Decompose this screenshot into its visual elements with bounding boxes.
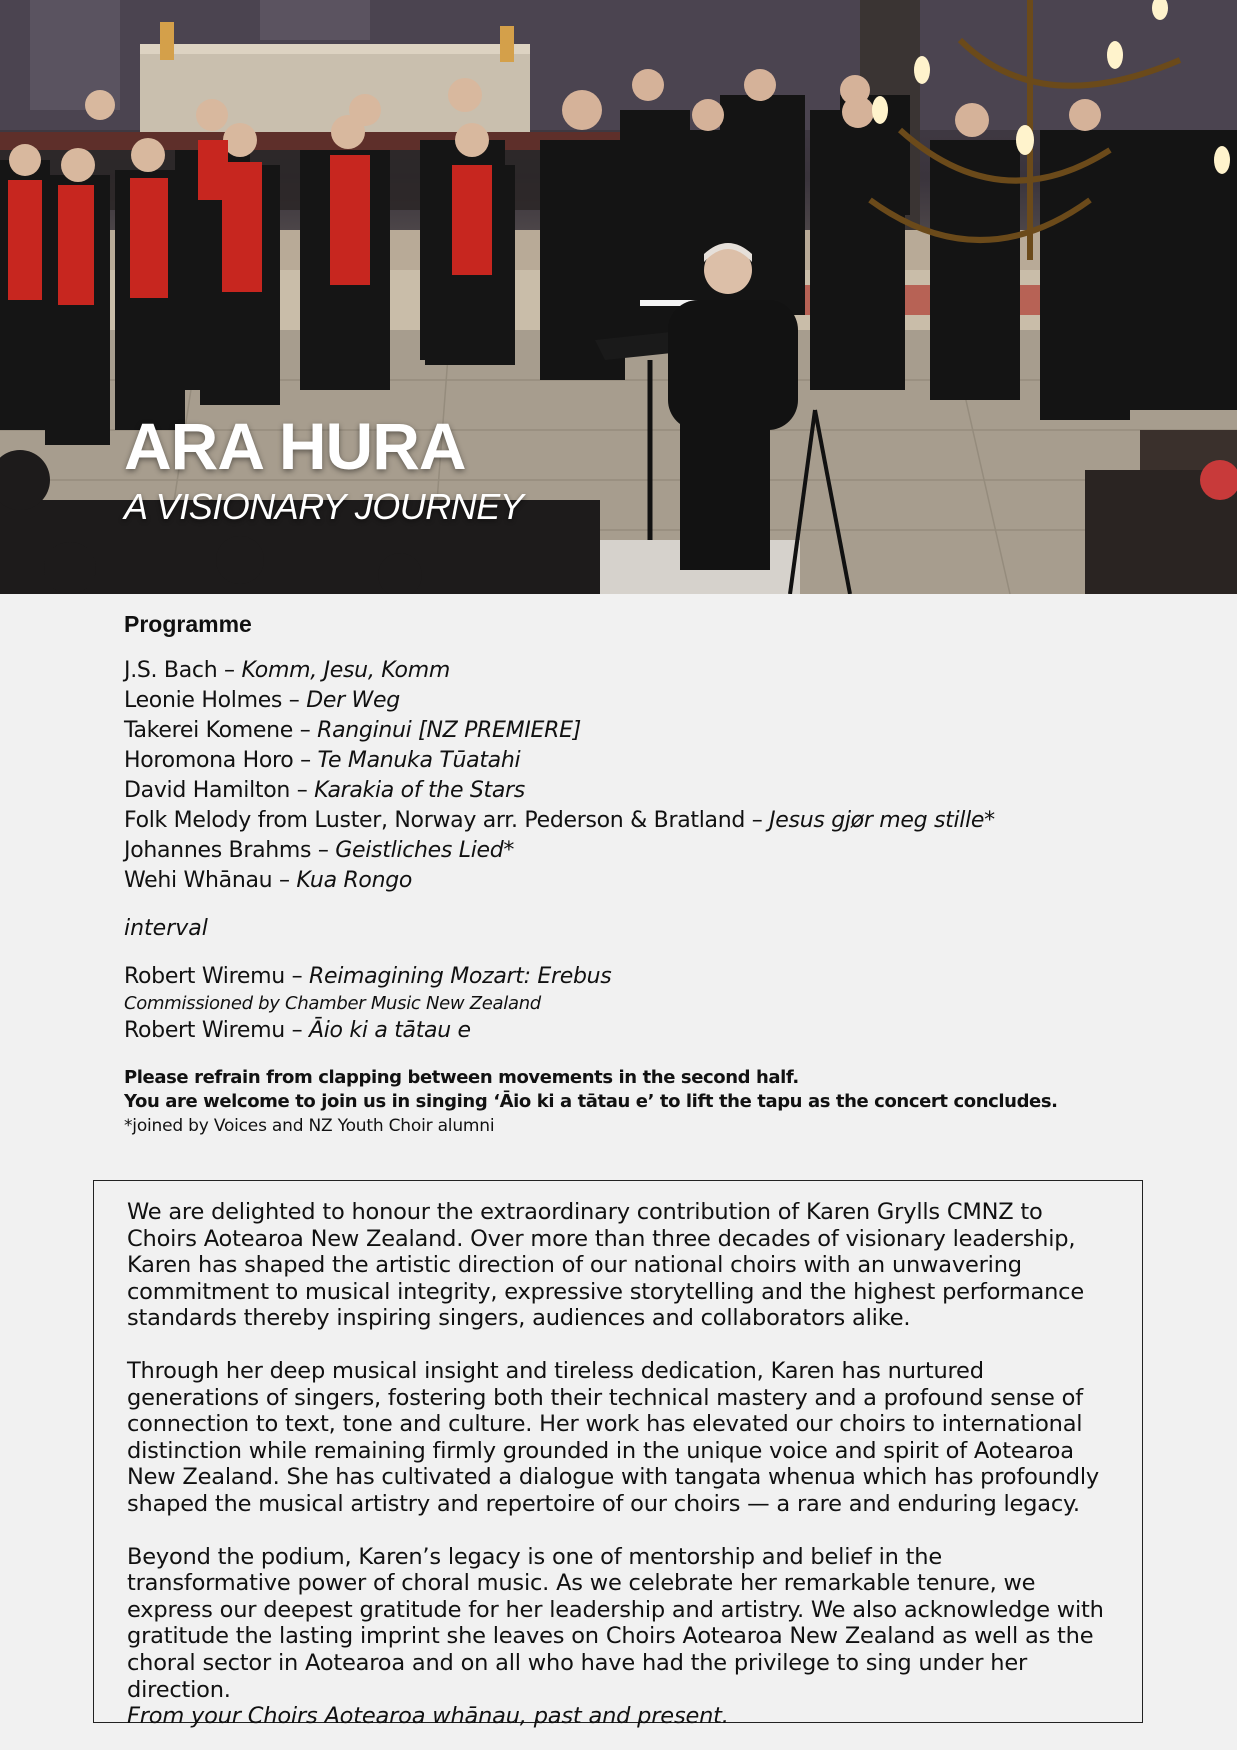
programme-section: [124, 610, 1124, 1138]
work-title: Geistliches Lied*: [335, 838, 515, 863]
programme-item: [124, 776, 1124, 806]
work-title: Komm, Jesu, Komm: [241, 658, 450, 683]
programme-heading: Programme: [124, 611, 252, 637]
commission-note: Commissioned by Chamber Music New Zealand: [124, 993, 541, 1014]
work-title: Reimagining Mozart: Erebus: [308, 964, 612, 989]
tribute-paragraph: We are delighted to honour the extraordinary contribution of Karen Grylls CMNZ to Choirs Aotearoa New Zealand. Over more than three decades of visionary leadership, Karen has shaped the artistic direction of our national choirs with an unwavering commitment to musical integrity, expressive storytelling and the highest performance standards thereby inspiring singers, audiences and collaborators alike.: [127, 1199, 1084, 1332]
concert-title: ARA HURA: [124, 409, 466, 483]
programme-item: [124, 1016, 1124, 1046]
programme-item: [124, 836, 1124, 866]
tribute-box: [93, 1180, 1143, 1730]
clapping-note: Please refrain from clapping between movements in the second half.: [124, 1067, 799, 1088]
programme-item: [124, 746, 1124, 776]
tribute-paragraph: Beyond the podium, Karen’s legacy is one of mentorship and belief in the transformative power of choral music. As we celebrate her remarkable tenure, we express our deepest gratitude for her leadership and artistry. We also acknowledge with gratitude the lasting imprint she leaves on Choirs Aotearoa New Zealand as well as the choral sector in Aotearoa and on all who have had the privilege to sing under her direction.: [127, 1543, 1104, 1703]
composer: Johannes Brahms –: [124, 838, 336, 863]
work-title: Te Manuka Tūatahi: [317, 748, 521, 773]
singing-note: You are welcome to join us in singing ‘Āio ki a tātau e’ to lift the tapu as the concert concludes.: [124, 1091, 1058, 1112]
concert-subtitle: A VISIONARY JOURNEY: [124, 486, 524, 527]
programme-item: [124, 656, 1124, 686]
programme-item: [124, 806, 1124, 836]
programme-item: [124, 716, 1124, 746]
composer: Leonie Holmes –: [124, 688, 307, 713]
programme-item: [124, 686, 1124, 716]
composer: Robert Wiremu –: [124, 1018, 309, 1043]
composer: Wehi Whānau –: [124, 868, 297, 893]
composer: Robert Wiremu –: [124, 964, 309, 989]
composer: Folk Melody from Luster, Norway arr. Pederson & Bratland –: [124, 808, 770, 833]
work-title: Jesus gjør meg stille*: [769, 808, 995, 833]
composer: J.S. Bach –: [124, 658, 242, 683]
programme-second-half: [124, 962, 1124, 1046]
tribute-signoff: From your Choirs Aotearoa whānau, past and present.: [127, 1703, 729, 1730]
composer: Horomona Horo –: [124, 748, 318, 773]
programme-item: [124, 866, 1124, 896]
tribute-paragraph: Through her deep musical insight and tireless dedication, Karen has nurtured generations of singers, fostering both their technical mastery and a profound sense of connection to text, tone and culture. Her work has elevated our choirs to international distinction while remaining firmly grounded in the unique voice and spirit of Aotearoa New Zealand. She has cultivated a dialogue with tangata whenua which has profoundly shaped the musical artistry and repertoire of our choirs — a rare and enduring legacy.: [127, 1357, 1100, 1517]
work-title: Kua Rongo: [296, 868, 413, 893]
programme-first-half: [124, 656, 1124, 896]
work-title: Ranginui [NZ PREMIERE]: [317, 718, 581, 743]
programme-item: [124, 962, 1124, 992]
footnote: *joined by Voices and NZ Youth Choir alumni: [124, 1116, 495, 1136]
programme-notes: [124, 1066, 1124, 1138]
hero-photo: [0, 0, 1237, 594]
interval-label: interval: [124, 916, 208, 941]
work-title: Karakia of the Stars: [314, 778, 525, 803]
composer: Takerei Komene –: [124, 718, 318, 743]
work-title: Der Weg: [306, 688, 400, 713]
composer: David Hamilton –: [124, 778, 315, 803]
work-title: Āio ki a tātau e: [308, 1018, 471, 1043]
